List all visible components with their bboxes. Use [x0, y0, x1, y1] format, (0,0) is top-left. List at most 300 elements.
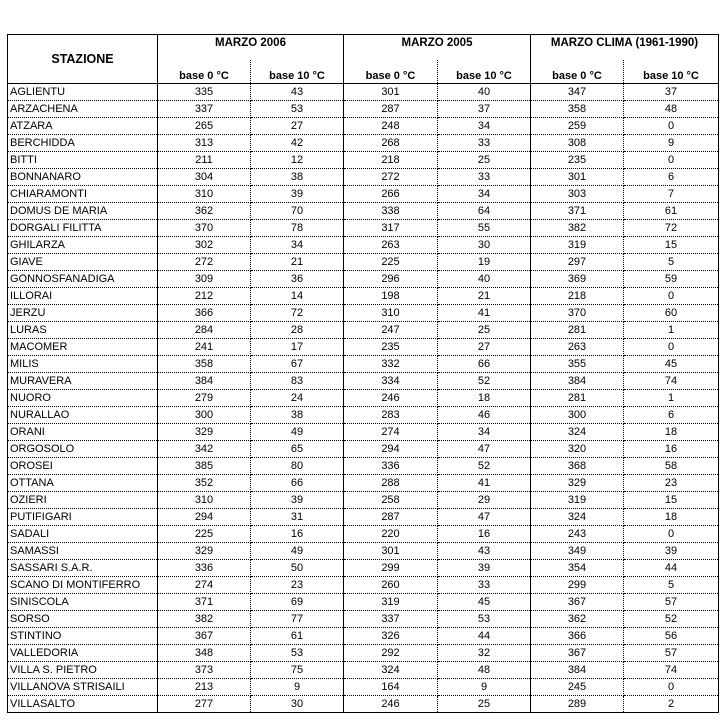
marzo2005-base10-cell: 25 — [438, 696, 531, 713]
clima-base0-cell: 324 — [531, 424, 624, 441]
marzo2006-base0-cell: 352 — [158, 475, 251, 492]
marzo2006-base0-cell: 277 — [158, 696, 251, 713]
marzo2006-base0-cell: 241 — [158, 339, 251, 356]
marzo2006-base0-cell: 371 — [158, 594, 251, 611]
clima-base0-cell: 308 — [531, 135, 624, 152]
clima-base10-cell: 15 — [624, 237, 719, 254]
marzo2005-base0-cell: 336 — [344, 458, 438, 475]
marzo2005-base0-cell: 268 — [344, 135, 438, 152]
clima-base10-cell: 56 — [624, 628, 719, 645]
marzo2005-base10-cell: 34 — [438, 186, 531, 203]
clima-base10-cell: 48 — [624, 101, 719, 118]
clima-base10-cell: 37 — [624, 84, 719, 101]
station-name-cell: BONNANARO — [8, 169, 158, 186]
station-name-cell: GHILARZA — [8, 237, 158, 254]
marzo2006-base10-cell: 43 — [251, 84, 344, 101]
marzo2006-base10-cell: 53 — [251, 101, 344, 118]
marzo2005-base10-cell: 9 — [438, 679, 531, 696]
marzo2005-base0-cell: 266 — [344, 186, 438, 203]
marzo2006-base10-cell: 36 — [251, 271, 344, 288]
marzo2006-base0-cell: 329 — [158, 424, 251, 441]
group-header-marzo-clima: MARZO CLIMA (1961-1990) — [531, 35, 719, 61]
station-name-cell: NUORO — [8, 390, 158, 407]
station-name-cell: VILLANOVA STRISAILI — [8, 679, 158, 696]
clima-base10-cell: 9 — [624, 135, 719, 152]
table-row — [8, 101, 719, 118]
table-row — [8, 84, 719, 101]
clima-base0-cell: 362 — [531, 611, 624, 628]
marzo2006-base10-cell: 17 — [251, 339, 344, 356]
marzo2005-base10-cell: 46 — [438, 407, 531, 424]
marzo2006-base10-cell: 28 — [251, 322, 344, 339]
marzo2005-base10-cell: 41 — [438, 475, 531, 492]
table-row — [8, 322, 719, 339]
clima-base10-cell: 5 — [624, 577, 719, 594]
table-row — [8, 458, 719, 475]
table-row — [8, 356, 719, 373]
clima-base0-cell: 320 — [531, 441, 624, 458]
clima-base0-cell: 243 — [531, 526, 624, 543]
table-row — [8, 118, 719, 135]
station-name-cell: NURALLAO — [8, 407, 158, 424]
clima-base0-cell: 218 — [531, 288, 624, 305]
marzo2005-base0-cell: 317 — [344, 220, 438, 237]
station-name-cell: OTTANA — [8, 475, 158, 492]
marzo2005-base0-cell: 294 — [344, 441, 438, 458]
table-row — [8, 696, 719, 713]
marzo2005-base10-cell: 25 — [438, 152, 531, 169]
marzo2005-base10-cell: 40 — [438, 84, 531, 101]
table-row — [8, 628, 719, 645]
clima-base10-cell: 0 — [624, 288, 719, 305]
marzo2006-base0-cell: 362 — [158, 203, 251, 220]
marzo2005-base0-cell: 301 — [344, 543, 438, 560]
clima-base0-cell: 370 — [531, 305, 624, 322]
marzo2006-base10-cell: 80 — [251, 458, 344, 475]
clima-base0-cell: 281 — [531, 390, 624, 407]
table-row — [8, 288, 719, 305]
clima-base10-cell: 5 — [624, 254, 719, 271]
table-row — [8, 424, 719, 441]
marzo2006-base0-cell: 382 — [158, 611, 251, 628]
marzo2006-base0-cell: 313 — [158, 135, 251, 152]
group-header-marzo-2005: MARZO 2005 — [344, 35, 531, 61]
marzo2005-base0-cell: 326 — [344, 628, 438, 645]
station-name-cell: SINISCOLA — [8, 594, 158, 611]
marzo2006-base10-cell: 77 — [251, 611, 344, 628]
clima-base10-cell: 6 — [624, 169, 719, 186]
marzo2005-base10-cell: 47 — [438, 441, 531, 458]
marzo2006-base10-cell: 39 — [251, 186, 344, 203]
marzo2006-base0-cell: 284 — [158, 322, 251, 339]
table-row — [8, 169, 719, 186]
station-name-cell: BITTI — [8, 152, 158, 169]
clima-base10-cell: 23 — [624, 475, 719, 492]
marzo2005-base10-cell: 41 — [438, 305, 531, 322]
marzo2005-base0-cell: 225 — [344, 254, 438, 271]
station-name-cell: AGLIENTU — [8, 84, 158, 101]
marzo2006-base10-cell: 39 — [251, 492, 344, 509]
subheader-base-0: base 0 °C — [344, 60, 438, 84]
clima-base10-cell: 45 — [624, 356, 719, 373]
marzo2006-base0-cell: 310 — [158, 492, 251, 509]
clima-base10-cell: 1 — [624, 390, 719, 407]
marzo2006-base0-cell: 213 — [158, 679, 251, 696]
marzo2005-base0-cell: 287 — [344, 509, 438, 526]
station-name-cell: BERCHIDDA — [8, 135, 158, 152]
marzo2006-base0-cell: 337 — [158, 101, 251, 118]
station-name-cell: SASSARI S.A.R. — [8, 560, 158, 577]
marzo2006-base10-cell: 42 — [251, 135, 344, 152]
table-row — [8, 237, 719, 254]
marzo2005-base0-cell: 263 — [344, 237, 438, 254]
clima-base0-cell: 235 — [531, 152, 624, 169]
marzo2006-base10-cell: 31 — [251, 509, 344, 526]
marzo2006-base10-cell: 38 — [251, 169, 344, 186]
clima-base0-cell: 382 — [531, 220, 624, 237]
table-row — [8, 152, 719, 169]
station-name-cell: SCANO DI MONTIFERRO — [8, 577, 158, 594]
marzo2006-base10-cell: 27 — [251, 118, 344, 135]
marzo2006-base10-cell: 53 — [251, 645, 344, 662]
clima-base10-cell: 72 — [624, 220, 719, 237]
clima-base0-cell: 319 — [531, 237, 624, 254]
marzo2005-base0-cell: 260 — [344, 577, 438, 594]
clima-base10-cell: 6 — [624, 407, 719, 424]
station-name-cell: JERZU — [8, 305, 158, 322]
marzo2005-base10-cell: 43 — [438, 543, 531, 560]
clima-base0-cell: 301 — [531, 169, 624, 186]
table-row — [8, 611, 719, 628]
marzo2006-base0-cell: 384 — [158, 373, 251, 390]
marzo2006-base10-cell: 49 — [251, 543, 344, 560]
table-row — [8, 492, 719, 509]
subheader-base-10: base 10 °C — [624, 60, 719, 84]
marzo2005-base10-cell: 29 — [438, 492, 531, 509]
subheader-base-0: base 0 °C — [158, 60, 251, 84]
table-row — [8, 407, 719, 424]
subheader-base-10: base 10 °C — [438, 60, 531, 84]
table-row — [8, 135, 719, 152]
marzo2006-base0-cell: 300 — [158, 407, 251, 424]
marzo2006-base0-cell: 329 — [158, 543, 251, 560]
clima-base10-cell: 2 — [624, 696, 719, 713]
clima-base0-cell: 245 — [531, 679, 624, 696]
station-name-cell: SADALI — [8, 526, 158, 543]
clima-base0-cell: 299 — [531, 577, 624, 594]
marzo2006-base0-cell: 294 — [158, 509, 251, 526]
clima-base0-cell: 300 — [531, 407, 624, 424]
clima-base10-cell: 59 — [624, 271, 719, 288]
clima-base10-cell: 0 — [624, 679, 719, 696]
marzo2006-base10-cell: 72 — [251, 305, 344, 322]
table-row — [8, 203, 719, 220]
marzo2006-base10-cell: 16 — [251, 526, 344, 543]
table-row — [8, 271, 719, 288]
marzo2005-base10-cell: 45 — [438, 594, 531, 611]
marzo2005-base10-cell: 55 — [438, 220, 531, 237]
clima-base0-cell: 367 — [531, 594, 624, 611]
clima-base0-cell: 259 — [531, 118, 624, 135]
marzo2005-base0-cell: 164 — [344, 679, 438, 696]
marzo2006-base10-cell: 61 — [251, 628, 344, 645]
marzo2006-base0-cell: 342 — [158, 441, 251, 458]
marzo2006-base10-cell: 69 — [251, 594, 344, 611]
marzo2005-base10-cell: 34 — [438, 424, 531, 441]
station-name-cell: ARZACHENA — [8, 101, 158, 118]
marzo2006-base0-cell: 310 — [158, 186, 251, 203]
station-name-cell: ILLORAI — [8, 288, 158, 305]
marzo2005-base0-cell: 283 — [344, 407, 438, 424]
clima-base0-cell: 368 — [531, 458, 624, 475]
station-name-cell: VILLA S. PIETRO — [8, 662, 158, 679]
marzo2006-base10-cell: 70 — [251, 203, 344, 220]
marzo2006-base10-cell: 12 — [251, 152, 344, 169]
clima-base0-cell: 358 — [531, 101, 624, 118]
clima-base0-cell: 324 — [531, 509, 624, 526]
marzo2005-base10-cell: 33 — [438, 135, 531, 152]
clima-base10-cell: 60 — [624, 305, 719, 322]
station-name-cell: SAMASSI — [8, 543, 158, 560]
marzo2006-base10-cell: 30 — [251, 696, 344, 713]
marzo2005-base0-cell: 246 — [344, 390, 438, 407]
marzo2005-base10-cell: 44 — [438, 628, 531, 645]
clima-base0-cell: 384 — [531, 373, 624, 390]
clima-base0-cell: 371 — [531, 203, 624, 220]
group-header-marzo-2006: MARZO 2006 — [158, 35, 344, 61]
marzo2006-base0-cell: 373 — [158, 662, 251, 679]
marzo2006-base0-cell: 366 — [158, 305, 251, 322]
station-name-cell: GIAVE — [8, 254, 158, 271]
clima-base0-cell: 369 — [531, 271, 624, 288]
station-name-cell: CHIARAMONTI — [8, 186, 158, 203]
marzo2005-base0-cell: 288 — [344, 475, 438, 492]
marzo2006-base10-cell: 65 — [251, 441, 344, 458]
marzo2005-base0-cell: 337 — [344, 611, 438, 628]
station-name-cell: VILLASALTO — [8, 696, 158, 713]
clima-base10-cell: 39 — [624, 543, 719, 560]
table-row — [8, 679, 719, 696]
clima-base10-cell: 57 — [624, 645, 719, 662]
table-row — [8, 560, 719, 577]
clima-base0-cell: 366 — [531, 628, 624, 645]
marzo2005-base10-cell: 64 — [438, 203, 531, 220]
degree-days-table — [7, 34, 719, 713]
table-row — [8, 594, 719, 611]
marzo2005-base10-cell: 33 — [438, 169, 531, 186]
clima-base10-cell: 0 — [624, 339, 719, 356]
marzo2005-base0-cell: 218 — [344, 152, 438, 169]
clima-base10-cell: 0 — [624, 526, 719, 543]
table-row — [8, 662, 719, 679]
marzo2006-base0-cell: 212 — [158, 288, 251, 305]
marzo2005-base10-cell: 32 — [438, 645, 531, 662]
marzo2006-base10-cell: 75 — [251, 662, 344, 679]
marzo2005-base0-cell: 332 — [344, 356, 438, 373]
clima-base0-cell: 303 — [531, 186, 624, 203]
marzo2005-base0-cell: 338 — [344, 203, 438, 220]
table-row — [8, 475, 719, 492]
marzo2006-base10-cell: 21 — [251, 254, 344, 271]
station-name-cell: ORGOSOLO — [8, 441, 158, 458]
marzo2006-base0-cell: 274 — [158, 577, 251, 594]
marzo2006-base10-cell: 38 — [251, 407, 344, 424]
subheader-base-0: base 0 °C — [531, 60, 624, 84]
clima-base10-cell: 52 — [624, 611, 719, 628]
marzo2005-base0-cell: 310 — [344, 305, 438, 322]
marzo2006-base0-cell: 225 — [158, 526, 251, 543]
clima-base0-cell: 319 — [531, 492, 624, 509]
marzo2006-base0-cell: 335 — [158, 84, 251, 101]
marzo2005-base10-cell: 18 — [438, 390, 531, 407]
table-row — [8, 305, 719, 322]
table-body — [8, 84, 719, 713]
station-name-cell: GONNOSFANADIGA — [8, 271, 158, 288]
marzo2006-base0-cell: 265 — [158, 118, 251, 135]
marzo2005-base0-cell: 248 — [344, 118, 438, 135]
clima-base10-cell: 0 — [624, 118, 719, 135]
marzo2006-base10-cell: 83 — [251, 373, 344, 390]
marzo2005-base0-cell: 292 — [344, 645, 438, 662]
marzo2005-base10-cell: 16 — [438, 526, 531, 543]
clima-base10-cell: 57 — [624, 594, 719, 611]
station-name-cell: DOMUS DE MARIA — [8, 203, 158, 220]
marzo2005-base0-cell: 235 — [344, 339, 438, 356]
clima-base0-cell: 355 — [531, 356, 624, 373]
marzo2005-base10-cell: 19 — [438, 254, 531, 271]
station-name-cell: MACOMER — [8, 339, 158, 356]
marzo2006-base0-cell: 348 — [158, 645, 251, 662]
clima-base10-cell: 44 — [624, 560, 719, 577]
marzo2005-base0-cell: 299 — [344, 560, 438, 577]
clima-base0-cell: 384 — [531, 662, 624, 679]
marzo2005-base10-cell: 48 — [438, 662, 531, 679]
marzo2005-base0-cell: 296 — [344, 271, 438, 288]
station-name-cell: MURAVERA — [8, 373, 158, 390]
table-row — [8, 339, 719, 356]
marzo2006-base10-cell: 78 — [251, 220, 344, 237]
marzo2006-base0-cell: 309 — [158, 271, 251, 288]
marzo2006-base0-cell: 367 — [158, 628, 251, 645]
station-name-cell: SORSO — [8, 611, 158, 628]
marzo2006-base10-cell: 24 — [251, 390, 344, 407]
marzo2006-base10-cell: 34 — [251, 237, 344, 254]
table-row — [8, 526, 719, 543]
marzo2005-base0-cell: 220 — [344, 526, 438, 543]
marzo2006-base0-cell: 304 — [158, 169, 251, 186]
marzo2005-base10-cell: 37 — [438, 101, 531, 118]
marzo2006-base0-cell: 211 — [158, 152, 251, 169]
marzo2005-base0-cell: 319 — [344, 594, 438, 611]
marzo2006-base0-cell: 272 — [158, 254, 251, 271]
marzo2005-base10-cell: 66 — [438, 356, 531, 373]
clima-base0-cell: 263 — [531, 339, 624, 356]
marzo2005-base0-cell: 258 — [344, 492, 438, 509]
clima-base10-cell: 0 — [624, 152, 719, 169]
clima-base0-cell: 354 — [531, 560, 624, 577]
marzo2005-base0-cell: 247 — [344, 322, 438, 339]
marzo2006-base0-cell: 358 — [158, 356, 251, 373]
station-header: STAZIONE — [8, 35, 158, 84]
marzo2005-base0-cell: 301 — [344, 84, 438, 101]
marzo2006-base0-cell: 279 — [158, 390, 251, 407]
clima-base0-cell: 347 — [531, 84, 624, 101]
marzo2006-base10-cell: 49 — [251, 424, 344, 441]
clima-base10-cell: 74 — [624, 662, 719, 679]
station-name-cell: DORGALI FILITTA — [8, 220, 158, 237]
station-name-cell: OROSEI — [8, 458, 158, 475]
marzo2006-base10-cell: 23 — [251, 577, 344, 594]
marzo2005-base10-cell: 34 — [438, 118, 531, 135]
station-name-cell: ATZARA — [8, 118, 158, 135]
marzo2005-base10-cell: 27 — [438, 339, 531, 356]
station-name-cell: LURAS — [8, 322, 158, 339]
table-row — [8, 441, 719, 458]
marzo2006-base0-cell: 370 — [158, 220, 251, 237]
clima-base10-cell: 1 — [624, 322, 719, 339]
marzo2005-base0-cell: 272 — [344, 169, 438, 186]
marzo2005-base0-cell: 274 — [344, 424, 438, 441]
marzo2006-base10-cell: 50 — [251, 560, 344, 577]
clima-base0-cell: 289 — [531, 696, 624, 713]
marzo2005-base10-cell: 47 — [438, 509, 531, 526]
station-name-cell: VALLEDORIA — [8, 645, 158, 662]
table-row — [8, 645, 719, 662]
clima-base10-cell: 58 — [624, 458, 719, 475]
marzo2005-base0-cell: 198 — [344, 288, 438, 305]
clima-base10-cell: 61 — [624, 203, 719, 220]
table-row — [8, 543, 719, 560]
marzo2006-base0-cell: 302 — [158, 237, 251, 254]
table-row — [8, 220, 719, 237]
table-row — [8, 390, 719, 407]
clima-base0-cell: 367 — [531, 645, 624, 662]
marzo2006-base10-cell: 9 — [251, 679, 344, 696]
clima-base10-cell: 18 — [624, 509, 719, 526]
marzo2005-base10-cell: 30 — [438, 237, 531, 254]
station-name-cell: OZIERI — [8, 492, 158, 509]
marzo2005-base10-cell: 33 — [438, 577, 531, 594]
station-name-cell: PUTIFIGARI — [8, 509, 158, 526]
marzo2005-base10-cell: 52 — [438, 373, 531, 390]
clima-base10-cell: 16 — [624, 441, 719, 458]
marzo2006-base0-cell: 336 — [158, 560, 251, 577]
station-name-cell: STINTINO — [8, 628, 158, 645]
marzo2005-base10-cell: 21 — [438, 288, 531, 305]
clima-base10-cell: 74 — [624, 373, 719, 390]
table-row — [8, 373, 719, 390]
marzo2005-base0-cell: 324 — [344, 662, 438, 679]
table-row — [8, 509, 719, 526]
marzo2005-base10-cell: 25 — [438, 322, 531, 339]
clima-base0-cell: 281 — [531, 322, 624, 339]
marzo2005-base0-cell: 334 — [344, 373, 438, 390]
clima-base10-cell: 18 — [624, 424, 719, 441]
marzo2005-base10-cell: 52 — [438, 458, 531, 475]
marzo2006-base10-cell: 67 — [251, 356, 344, 373]
marzo2005-base10-cell: 53 — [438, 611, 531, 628]
clima-base10-cell: 15 — [624, 492, 719, 509]
station-name-cell: ORANI — [8, 424, 158, 441]
station-name-cell: MILIS — [8, 356, 158, 373]
marzo2006-base10-cell: 14 — [251, 288, 344, 305]
table-row — [8, 577, 719, 594]
subheader-base-10: base 10 °C — [251, 60, 344, 84]
table-row — [8, 186, 719, 203]
header-group-row — [8, 35, 719, 61]
marzo2006-base10-cell: 66 — [251, 475, 344, 492]
clima-base0-cell: 329 — [531, 475, 624, 492]
